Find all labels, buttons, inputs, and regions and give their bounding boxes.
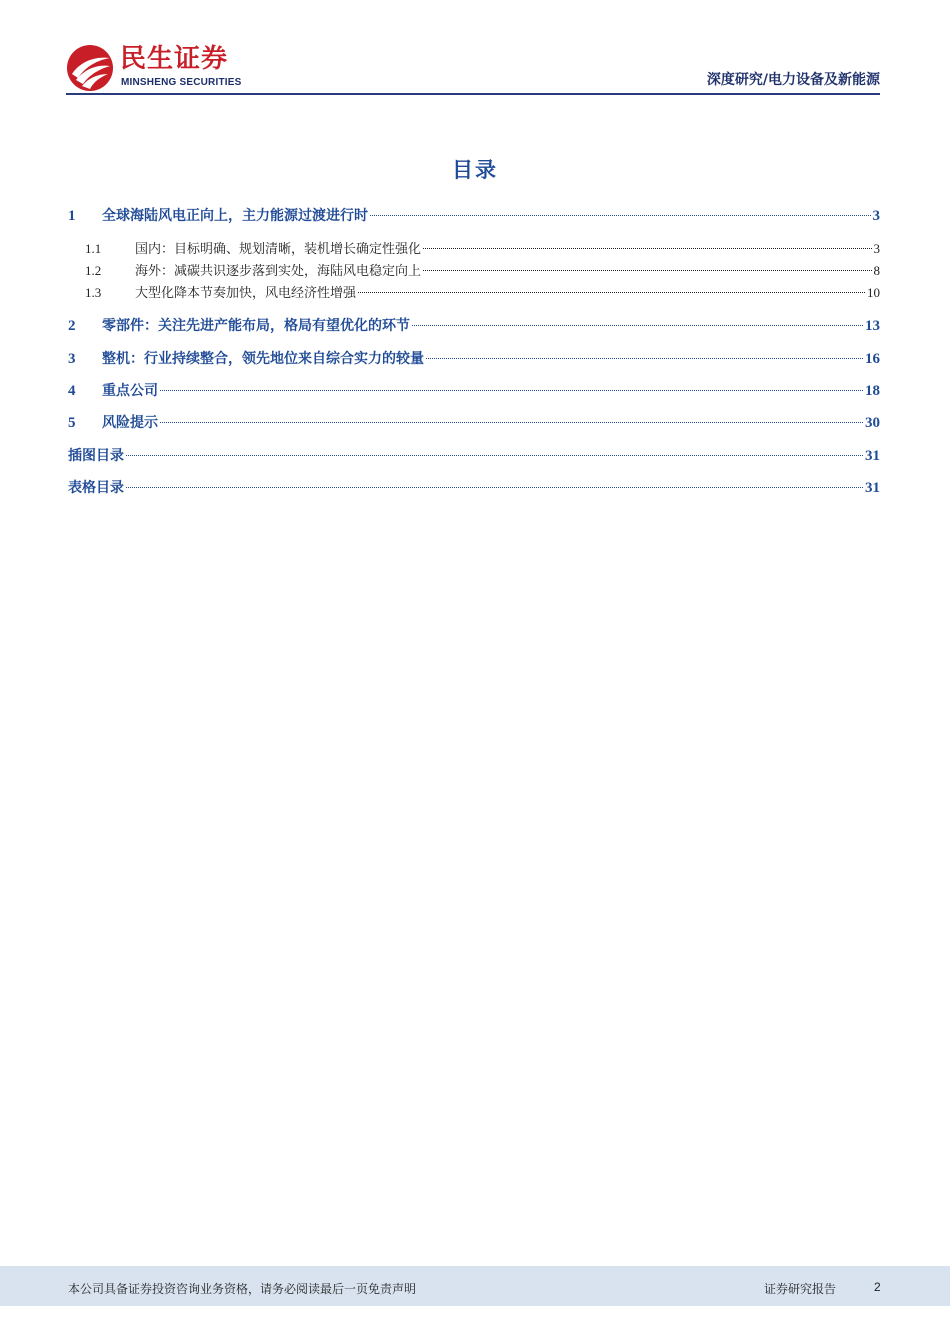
report-category: 深度研究/电力设备及新能源 [706,72,880,88]
toc-leader-dots [370,214,871,216]
toc-entry[interactable] [68,349,880,369]
minsheng-logo-icon [66,44,114,92]
toc-entry-page: 3 [873,241,880,256]
toc-entry-number: 1.1 [85,241,102,256]
toc-entry[interactable] [68,446,880,466]
toc-entry-title: 零部件：关注先进产能布局，格局有望优化的环节 [102,318,410,334]
toc-entry-title: 风险提示 [102,415,158,431]
toc-entry-number: 4 [68,383,76,399]
disclaimer-notice: 本公司具备证券投资咨询业务资格，请务必阅读最后一页免责声明 [68,1282,417,1296]
toc-leader-dots [426,357,863,359]
toc-entry-number: 5 [68,415,76,431]
toc-entry[interactable] [68,316,880,336]
brand-name-en: MINSHENG SECURITIES [121,77,242,88]
toc-entry-page: 3 [872,208,880,224]
toc-entry[interactable] [68,206,880,226]
page-number: 2 [874,1280,881,1294]
toc-entry-page: 30 [865,415,880,431]
toc-title: 目录 [452,158,498,182]
toc-entry-title: 国内：目标明确、规划清晰，装机增长确定性强化 [135,242,422,257]
brand-name-cn: 民生证券 [120,44,229,74]
toc-entry-title: 海外：减碳共识逐步落到实处，海陆风电稳定向上 [135,264,422,279]
toc-entry-number: 1.3 [85,285,102,300]
toc-entry-title: 重点公司 [102,383,158,399]
toc-leader-dots [412,324,863,326]
toc-entry[interactable] [68,381,880,401]
toc-entry[interactable] [68,239,880,260]
toc-entry[interactable] [68,478,880,498]
report-type: 证券研究报告 [764,1282,837,1296]
toc-leader-dots [423,269,871,271]
toc-entry-page: 18 [865,383,880,399]
toc-entry-page: 31 [865,480,880,496]
page-header [66,42,880,98]
toc-leader-dots [126,486,863,488]
toc-leader-dots [358,291,865,293]
toc-entry[interactable] [68,283,880,304]
toc-entry-title: 整机：行业持续整合，领先地位来自综合实力的较量 [102,351,424,367]
toc-leader-dots [160,421,863,423]
toc-leader-dots [160,389,863,391]
toc-entry[interactable] [68,413,880,433]
toc-leader-dots [126,454,863,456]
toc-entry-number: 3 [68,351,76,367]
toc-entry-title: 大型化降本节奏加快，风电经济性增强 [135,286,357,301]
toc-leader-dots [423,247,871,249]
toc-entry-number: 2 [68,318,76,334]
header-divider [66,93,880,95]
toc-entry-title: 表格目录 [68,480,124,496]
toc-entry-page: 16 [865,351,880,367]
toc-entry-number: 1.2 [85,263,102,278]
toc-entry-page: 13 [865,318,880,334]
toc-entry-page: 10 [867,285,880,300]
toc-entry-page: 31 [865,448,880,464]
page-footer [0,1266,950,1306]
toc-entry-title: 插图目录 [68,448,124,464]
toc-entry-title: 全球海陆风电正向上，主力能源过渡进行时 [102,208,368,224]
toc-entry-page: 8 [873,263,880,278]
toc-entry[interactable] [68,261,880,282]
toc-entry-number: 1 [68,208,76,224]
